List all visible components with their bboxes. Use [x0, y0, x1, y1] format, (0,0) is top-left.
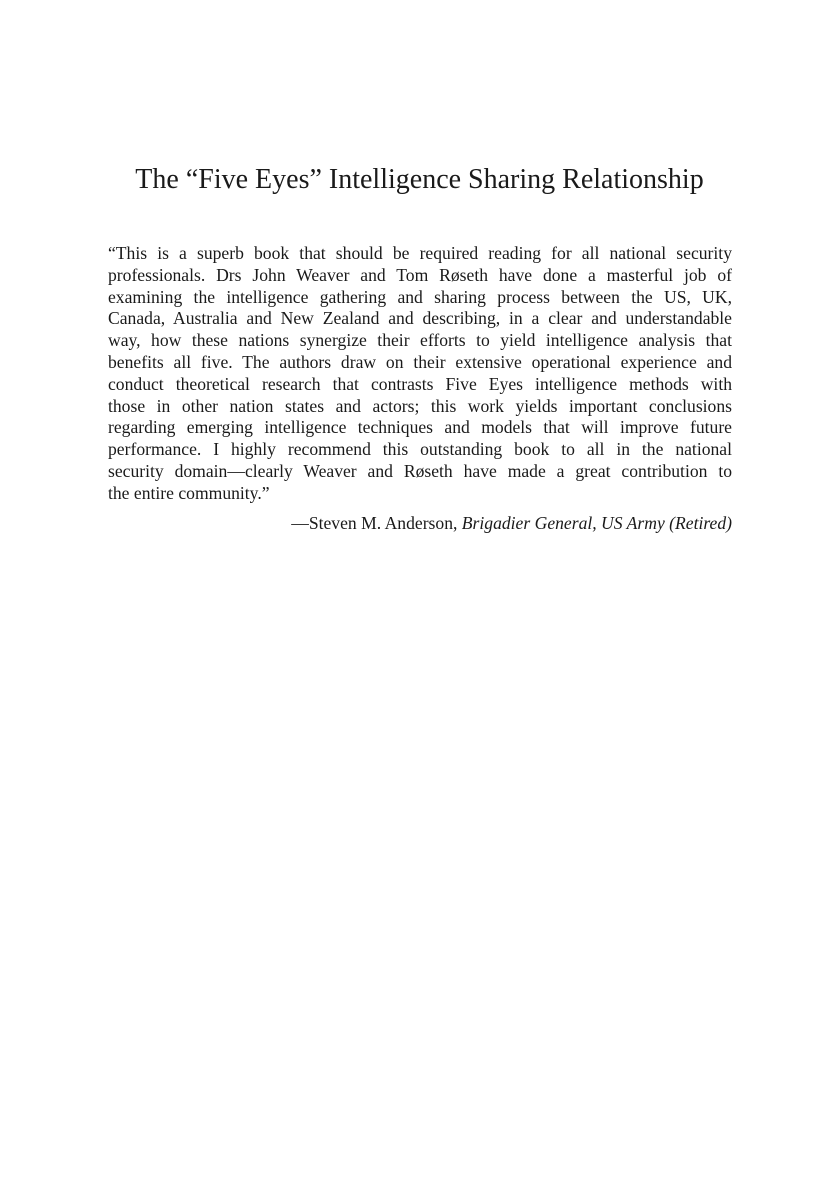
quote-line: performance. I highly recommend this outstanding book to all in the national [108, 439, 732, 460]
quote-line: regarding emerging intelligence techniques and models that will improve future [108, 417, 732, 438]
quote-line: professionals. Drs John Weaver and Tom Røseth have done a masterful job of [108, 264, 732, 285]
quote-line: benefits all five. The authors draw on their extensive operational experience and [108, 351, 732, 372]
page-title: The “Five Eyes” Intelligence Sharing Relationship [135, 164, 704, 195]
quote-line: “This is a superb book that should be required reading for all national security [108, 243, 732, 263]
quote-line: examining the intelligence gathering and sharing process between the US, UK, [108, 286, 732, 307]
attribution-name: —Steven M. Anderson, [291, 513, 458, 533]
quote-line: security domain—clearly Weaver and Røseth have made a great contribution to [108, 460, 732, 481]
quote-line: Canada, Australia and New Zealand and describing, in a clear and understandable [108, 308, 732, 329]
quote-attribution [108, 512, 732, 534]
quote-line: those in other nation states and actors; this work yields important conclusions [108, 395, 732, 416]
quote-line: the entire community.” [108, 482, 270, 503]
attribution-role: Brigadier General, US Army (Retired) [461, 513, 732, 533]
quote-line: way, how these nations synergize their efforts to yield intelligence analysis that [108, 330, 732, 351]
quote-line: conduct theoretical research that contrasts Five Eyes intelligence methods with [108, 373, 732, 394]
endorsement-quote [108, 243, 732, 505]
